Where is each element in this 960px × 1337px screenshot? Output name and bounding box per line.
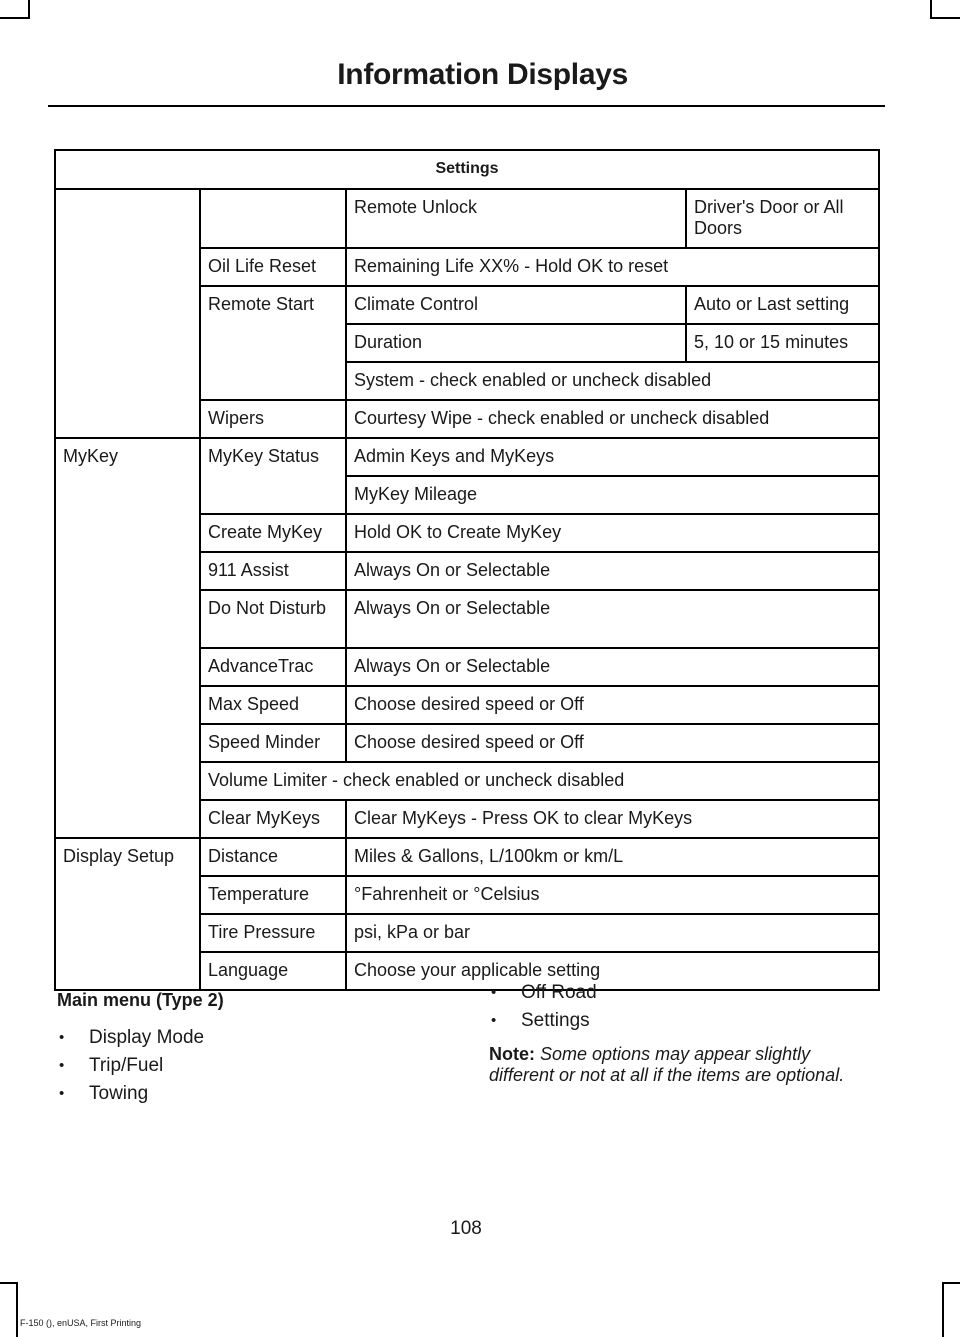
empty-cell	[55, 189, 200, 438]
table-cell: Choose your applicable setting	[346, 952, 879, 990]
list-item: • Settings	[489, 1010, 879, 1038]
table-row	[55, 438, 879, 476]
note	[489, 1044, 879, 1086]
table-cell: MyKey Mileage	[346, 476, 879, 514]
note-text: Some options may appear slightly different or not at all if the items are optional.	[489, 1044, 845, 1085]
table-cell: Create MyKey	[200, 514, 346, 552]
table-cell: Clear MyKeys	[200, 800, 346, 838]
list-item: • Towing	[57, 1083, 417, 1111]
table-cell: Choose desired speed or Off	[346, 724, 879, 762]
crop-mark	[942, 1282, 944, 1337]
table-cell: Climate Control	[346, 286, 686, 324]
table-cell: Tire Pressure	[200, 914, 346, 952]
table-header-row	[55, 150, 879, 189]
crop-mark	[930, 0, 932, 19]
table-cell: Choose desired speed or Off	[346, 686, 879, 724]
table-cell: Do Not Disturb	[200, 590, 346, 648]
table-cell: Speed Minder	[200, 724, 346, 762]
table-cell: Admin Keys and MyKeys	[346, 438, 879, 476]
footer-text: F-150 (), enUSA, First Printing	[20, 1318, 142, 1328]
table-cell: Oil Life Reset	[200, 248, 346, 286]
table-row	[55, 189, 879, 248]
list-item: • Trip/Fuel	[57, 1055, 417, 1083]
crop-mark	[942, 1282, 960, 1284]
table-cell: Always On or Selectable	[346, 552, 879, 590]
table-cell: Clear MyKeys - Press OK to clear MyKeys	[346, 800, 879, 838]
table-cell: Miles & Gallons, L/100km or km/L	[346, 838, 879, 876]
list-item: • Off Road	[489, 982, 879, 1010]
table-cell: °Fahrenheit or °Celsius	[346, 876, 879, 914]
table-cell: Always On or Selectable	[346, 648, 879, 686]
crop-mark	[0, 17, 30, 19]
header-divider	[48, 105, 885, 107]
table-row	[55, 838, 879, 876]
main-menu-right-column	[489, 982, 879, 1086]
table-cell: Driver's Door or All Doors	[686, 189, 879, 248]
table-cell: Distance	[200, 838, 346, 876]
table-cell: Hold OK to Create MyKey	[346, 514, 879, 552]
page-number: 108	[450, 1218, 482, 1239]
table-cell: Max Speed	[200, 686, 346, 724]
table-cell: Remaining Life XX% - Hold OK to reset	[346, 248, 879, 286]
table-cell: Always On or Selectable	[346, 590, 879, 648]
table-cell: System - check enabled or uncheck disabled	[346, 362, 879, 400]
note-label: Note:	[489, 1044, 535, 1064]
crop-mark	[16, 1282, 18, 1337]
menu-list	[57, 1027, 417, 1111]
crop-mark	[930, 17, 960, 19]
page-title: Information Displays	[337, 58, 628, 91]
table-cell: AdvanceTrac	[200, 648, 346, 686]
table-cell: psi, kPa or bar	[346, 914, 879, 952]
table-cell: Display Setup	[55, 838, 200, 990]
table-title: Settings	[55, 150, 879, 189]
main-menu-left-column	[57, 990, 417, 1111]
table-cell: MyKey Status	[200, 438, 346, 514]
table-cell: Volume Limiter - check enabled or uncheck disabled	[200, 762, 879, 800]
empty-cell	[200, 189, 346, 248]
table-cell: Remote Start	[200, 286, 346, 400]
table-cell: Auto or Last setting	[686, 286, 879, 324]
crop-mark	[28, 0, 30, 19]
table-cell: Courtesy Wipe - check enabled or uncheck disabled	[346, 400, 879, 438]
table-cell: 5, 10 or 15 minutes	[686, 324, 879, 362]
table-cell: Language	[200, 952, 346, 990]
table-cell: 911 Assist	[200, 552, 346, 590]
table-cell: Remote Unlock	[346, 189, 686, 248]
section-heading: Main menu (Type 2)	[57, 990, 224, 1010]
table-cell: MyKey	[55, 438, 200, 838]
table-cell: Wipers	[200, 400, 346, 438]
settings-table	[54, 149, 880, 991]
table-cell: Temperature	[200, 876, 346, 914]
menu-list	[489, 982, 879, 1038]
list-item: • Display Mode	[57, 1027, 417, 1055]
table-cell: Duration	[346, 324, 686, 362]
